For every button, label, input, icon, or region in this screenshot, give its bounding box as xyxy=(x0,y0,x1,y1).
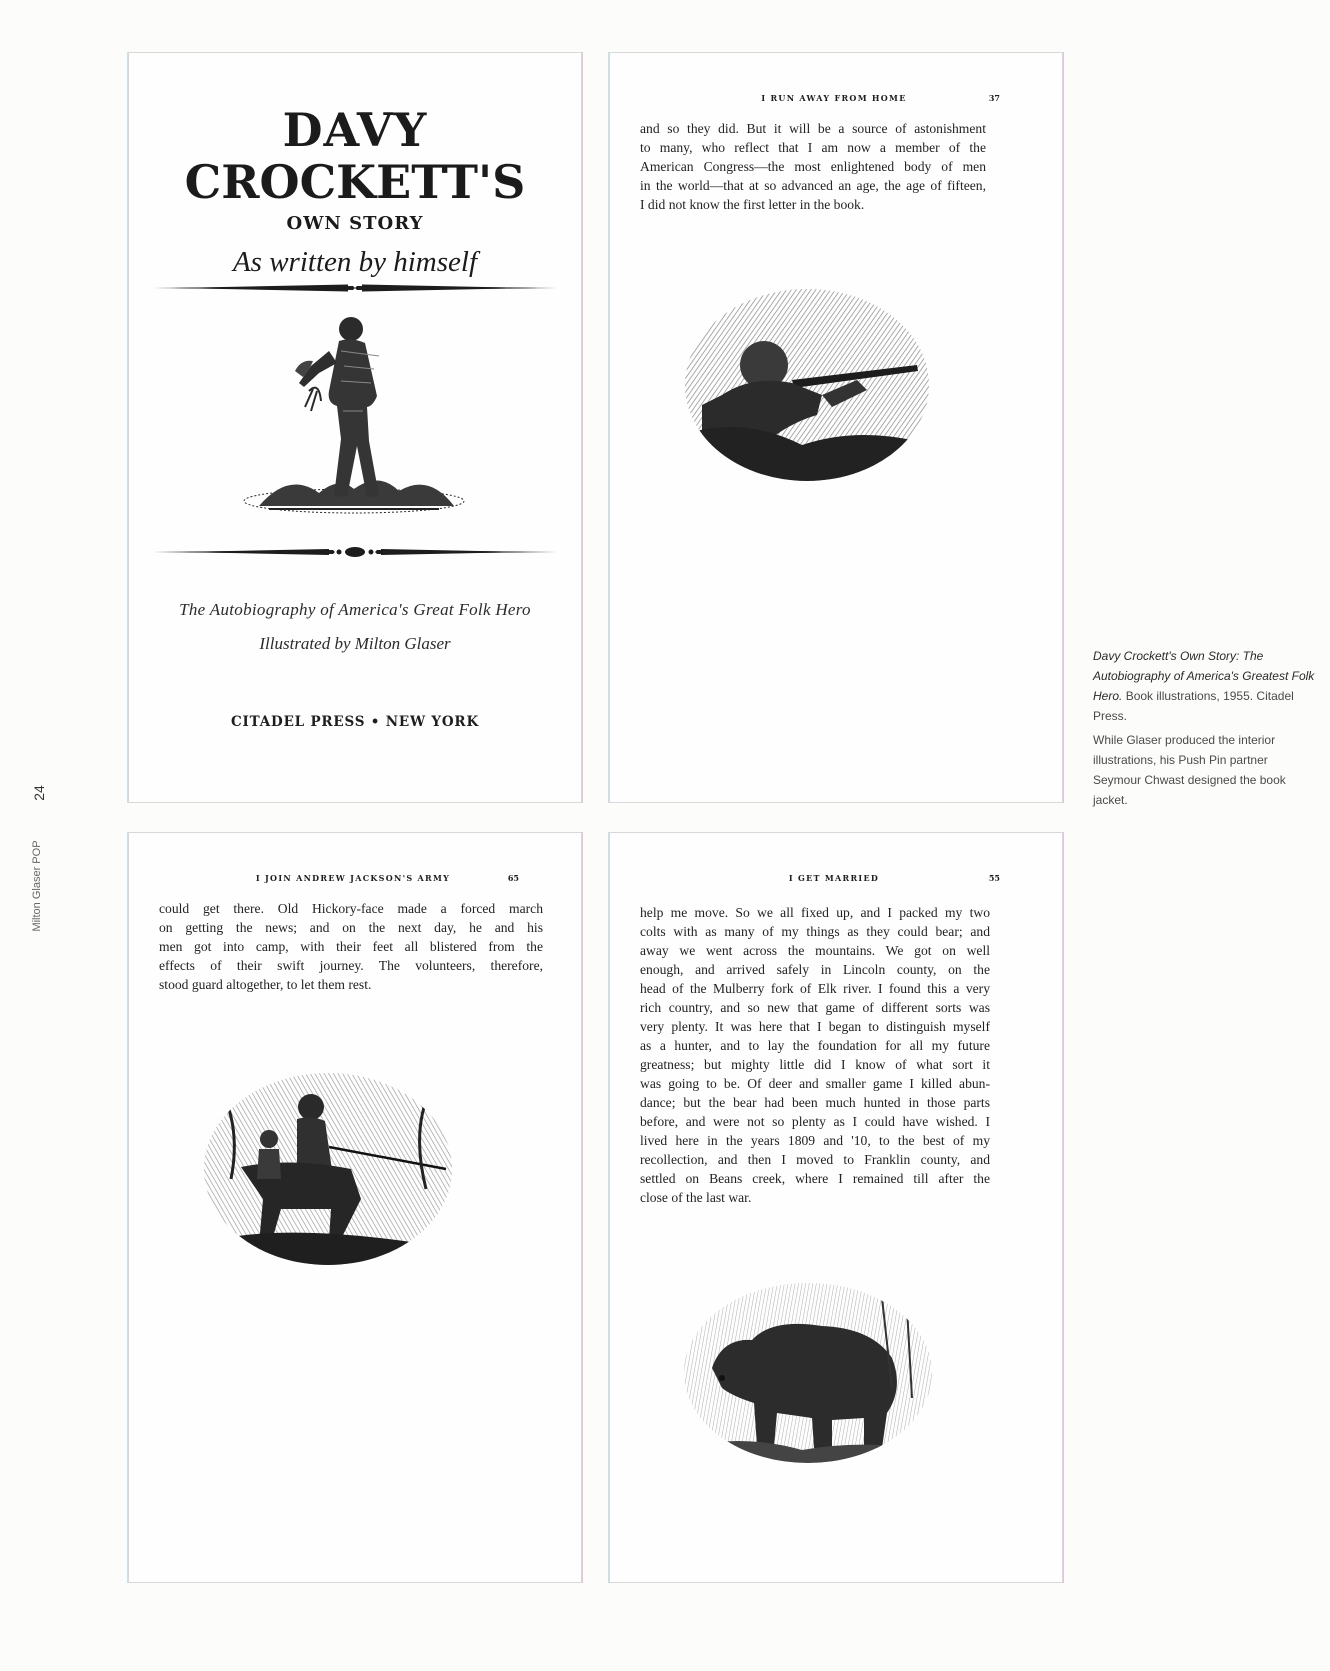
text-line: away we went across the mountains. We got on well xyxy=(640,943,990,958)
cover-publisher: CITADEL PRESS • NEW YORK xyxy=(231,714,479,730)
book-page-55 xyxy=(609,832,1063,1583)
text-line: as a hunter, and to lay the foundation for all my future xyxy=(640,1038,990,1053)
book-page-65 xyxy=(128,832,582,1583)
horseman-engraving-icon xyxy=(201,1069,456,1269)
text-line: could get there. Old Hickory-face made a forced march xyxy=(159,901,543,916)
body-text xyxy=(159,899,543,994)
text-line: recollection, and then I moved to Franklin county, and xyxy=(640,1152,990,1167)
running-head-title: I GET MARRIED xyxy=(788,873,880,883)
page-number: 37 xyxy=(988,93,1000,103)
cover-title-line1: DAVY xyxy=(282,103,428,157)
running-head xyxy=(187,873,519,887)
text-line: and so they did. But it will be a source of astonishment xyxy=(640,121,986,136)
body-text xyxy=(640,903,990,1207)
rifleman-engraving-icon xyxy=(682,285,932,485)
running-head-title: I JOIN ANDREW JACKSON'S ARMY xyxy=(255,873,451,883)
text-line: dance; but the bear had been much hunted in those parts xyxy=(640,1095,990,1110)
text-line: settled on Beans creek, where I remained till after the xyxy=(640,1171,990,1186)
ornamental-rule-bottom xyxy=(153,545,557,559)
page-folio: 24 xyxy=(31,785,47,801)
running-head xyxy=(668,873,1000,887)
title-page xyxy=(128,52,582,803)
text-line: in the world—that at so advanced an age, the age of fifteen, xyxy=(640,178,986,193)
frontiersman-engraving-icon xyxy=(229,311,479,516)
caption-title: Davy Crockett's Own Story: The Autobiography of America's Greatest Folk Hero. xyxy=(1093,649,1315,703)
text-line: very plenty. It was here that I began to distinguish myself xyxy=(640,1019,990,1034)
text-line: lived here in the years 1809 and '10, to the best of my xyxy=(640,1133,990,1148)
page-number: 65 xyxy=(507,873,519,883)
text-line: close of the last war. xyxy=(640,1190,752,1205)
text-line: on getting the news; and on the next day, he and his xyxy=(159,920,543,935)
cover-title-line3: OWN STORY xyxy=(286,213,424,234)
caption-note: While Glaser produced the interior illustrations, his Push Pin partner Seymour Chwast designed the book jacket. xyxy=(1093,733,1286,807)
cover-script-line: As written by himself xyxy=(232,246,478,278)
running-head xyxy=(668,93,1000,107)
running-head-title: I RUN AWAY FROM HOME xyxy=(761,93,907,103)
caption-meta: Book illustrations, 1955. Citadel Press. xyxy=(1093,689,1294,723)
cover-illustrator: Illustrated by Milton Glaser xyxy=(259,634,451,653)
page-number: 55 xyxy=(988,873,1000,883)
text-line: I did not know the first letter in the book. xyxy=(640,197,865,212)
text-line: was going to be. Of deer and smaller game I killed abun- xyxy=(640,1076,990,1091)
text-line: rich country, and so new that game of different sorts was xyxy=(640,1000,990,1015)
text-line: before, and were not so plenty as I could have wished. I xyxy=(640,1114,990,1129)
text-line: men got into camp, with their feet all blistered from the xyxy=(159,939,543,954)
text-line: colts with as many of my things as they could bear; and xyxy=(640,924,990,939)
bear-engraving-icon xyxy=(682,1278,934,1468)
cover-title-line2: CROCKETT'S xyxy=(184,155,526,209)
figure-caption xyxy=(1093,646,1318,814)
body-text xyxy=(640,119,986,214)
book-page-37 xyxy=(609,52,1063,803)
text-line: to many, who reflect that I am now a member of the xyxy=(640,140,986,155)
text-line: help me move. So we all fixed up, and I packed my two xyxy=(640,905,990,920)
text-line: head of the Mulberry fork of Elk river. I found this a very xyxy=(640,981,990,996)
text-line: greatness; but mighty little did I know of what sort it xyxy=(640,1057,990,1072)
text-line: stood guard altogether, to let them rest. xyxy=(159,977,372,992)
text-line: American Congress—the most enlightened body of men xyxy=(640,159,986,174)
text-line: enough, and arrived safely in Lincoln county, on the xyxy=(640,962,990,977)
ornamental-rule-top xyxy=(153,281,557,295)
book-runner: Milton Glaser POP xyxy=(31,840,43,932)
cover-subtitle: The Autobiography of America's Great Folk Hero xyxy=(179,600,531,619)
text-line: effects of their swift journey. The volunteers, therefore, xyxy=(159,958,543,973)
